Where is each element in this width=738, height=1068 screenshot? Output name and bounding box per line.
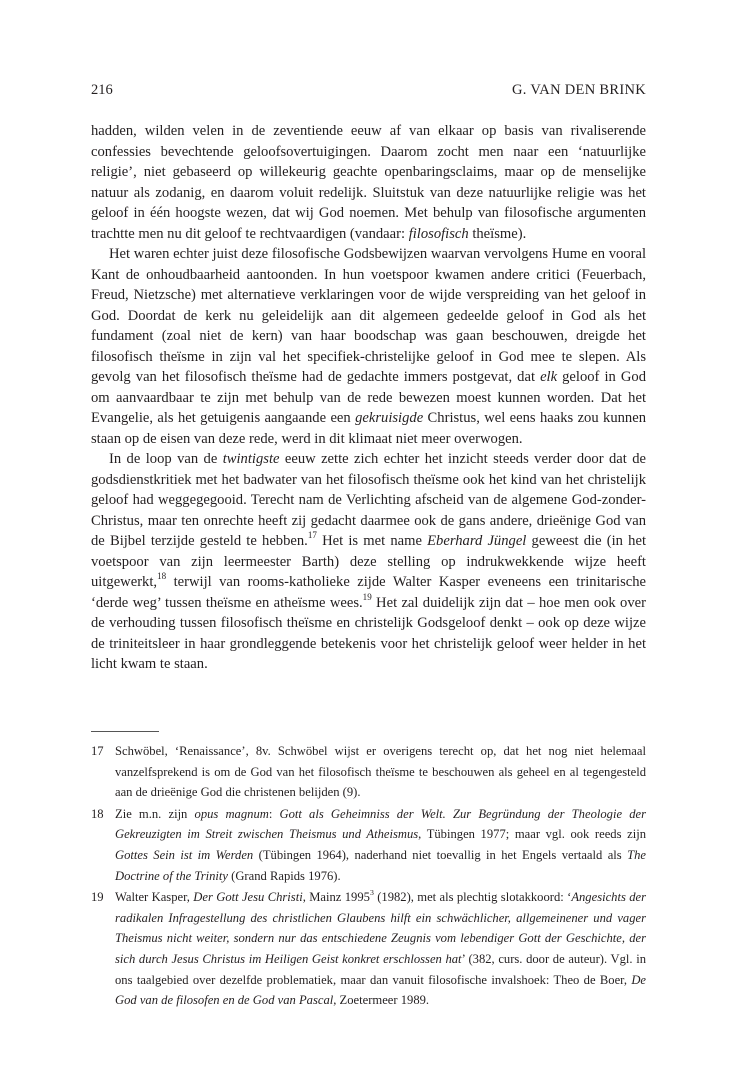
text-run: terwijl van rooms-katholieke zijde Walter Kasper eveneens een trinitarische ‘derde weg’ tussen theïsme en atheïsme wees. [91, 574, 646, 611]
italic-run: opus magnum [194, 806, 269, 821]
text-run: geloof in God om aanvaardbaar te zijn met behulp van de rede bewezen moest kunnen worden. Dat het Evangelie, als het getuigenis aangaande een [91, 369, 646, 426]
edition-superscript: 3 [369, 888, 374, 898]
text-run: (1982), met als plechtig slotakkoord: ‘ [373, 890, 572, 905]
main-text [91, 121, 646, 675]
footnote-ref-19[interactable]: 19 [362, 591, 372, 602]
italic-run: De God van de filosofen en de God van Pascal [115, 972, 646, 1008]
italic-run: The Doctrine of the Trinity [115, 847, 646, 883]
text-run: Het zal duidelijk zijn dat – hoe men ook over de verhouding tussen filosofisch theïsme en christelijk Godsgeloof denkt – ook op deze wijze de triniteitsleer in haar grondleggende betekenis voor het christelijk geloof weer helder in het licht kwam te staan. [91, 594, 646, 672]
footnote-separator [91, 731, 159, 732]
text-run: ’ (382, curs. door de auteur). Vgl. in ons taalgebied over dezelfde problematiek, maar dan vanuit filosofische invalshoek: Theo de Boer, [115, 951, 646, 987]
text-run: , Zoetermeer 1989. [333, 993, 430, 1008]
text-run: (Grand Rapids 1976). [228, 868, 341, 883]
text-run: Het is met name [316, 533, 428, 549]
running-head: G. VAN DEN BRINK [512, 82, 646, 98]
footnote-number: 18 [91, 806, 104, 821]
text-run: eeuw zette zich echter het inzicht steeds verder door dat de godsdienstkritiek met het badwater van het filosofisch theïsme ook het kind van het christelijk geloof had weggegegooid. Terecht nam de Verlichting afscheid van de algemene God-zonder-Christus, maar ten onrechte heeft zij gedacht daarmee ook de gans andere, drieënige God van de Bijbel terzijde gesteld te hebben. [91, 451, 646, 549]
page-number: 216 [91, 82, 113, 98]
text-run: theïsme). [468, 225, 527, 242]
italic-run: elk [540, 369, 558, 385]
italic-run: Angesichts der radikalen Infragestellung des christlichen Glaubens hilft ein schwächlicher, allgemeinener und vager Theismus nicht weiter, sondern nur das entschiedene Zeugnis vom lebendiger Gott der Geschichte, der sich durch Jesus Christus im Heiligen Geist konkret erschlossen hat [115, 890, 647, 966]
italic-run: Gott als Geheimniss der Welt. Zur Begründung der Theologie der Gekreuzigten im Streit zwischen Theismus und Atheismus [115, 806, 646, 842]
italic-run: Der Gott Jesu Christi [193, 890, 303, 905]
footnote-ref-18[interactable]: 18 [157, 571, 167, 582]
paragraph-1 [91, 121, 646, 244]
text-run: Zie m.n. zijn [115, 806, 195, 821]
text-run: Het waren echter juist deze filosofische Godsbewijzen waarvan vervolgens Hume en vooral Kant de onhoudbaarheid aantoonden. In hun voetspoor kwamen andere critici (Feuerbach, Freud, Nietzsche) met alternatieve verklaringen voor de wijde verspreiding van het geloof in God. Doordat de kerk nu geleidelijk aan dit algemeen gedeelde geloof in God als het fundament (zoal niet de kern) van haar boodschap was gaan beschouwen, dreigde het filosofisch theïsme in zijn val het specifiek-christelijke geloof in God mee te slepen. Als gevolg van het filosofisch theïsme had de gedachte immers postgevat, dat [91, 246, 646, 385]
italic-run: gekruisigde [355, 410, 424, 426]
text-run: : [268, 806, 280, 821]
text-run: , Tübingen 1977; maar vgl. ook reeds zijn [418, 827, 646, 842]
italic-run: Eberhard Jüngel [427, 533, 527, 549]
footnote-number: 19 [91, 890, 104, 905]
text-run: (Tübingen 1964), naderhand niet toevallig in het Engels vertaald als [253, 847, 628, 862]
text-run: , Mainz 1995 [302, 890, 370, 905]
footnotes [91, 741, 646, 1012]
footnote-ref-17[interactable]: 17 [307, 530, 317, 541]
text-run: geweest die (in het voetspoor van zijn leermeester Barth) deze stelling op indrukwekkende wijze heeft uitgewerkt, [91, 533, 646, 590]
page-header [91, 82, 646, 102]
footnote-19 [91, 887, 646, 1011]
footnote-number: 17 [91, 744, 104, 758]
text-run: Schwöbel, ‘Renaissance’, 8v. Schwöbel wijst er overigens terecht op, dat het nog niet helemaal vanzelfsprekend is om de God van het filosofisch theïsme te beschouwen als geheel en al tegengesteld aan de drieënige God die christenen belijden (9). [115, 744, 646, 800]
italic-run: twintigste [222, 451, 280, 467]
text-run: hadden, wilden velen in de zeventiende eeuw af van elkaar op basis van rivaliserende confessies bevechtende geloofsovertuigingen. Daarom zocht men naar een ‘natuurlijke religie’, niet gebaseerd op willekeurig geachte openbaringsclaims, maar op de menselijke natuur als zodanig, en daarom voluit redelijk. Sluitstuk van deze natuurlijke religie was het geloof in één hoogste wezen, dat wij God noemen. Met behulp van filosofische argumenten trachtte men nu dit geloof te rechtvaardigen (vandaar: [91, 123, 646, 242]
footnote-17 [91, 741, 646, 803]
footnote-18 [91, 804, 646, 886]
text-run: Walter Kasper, [115, 890, 194, 905]
text-run: In de loop van de [109, 451, 223, 467]
paragraph-3 [91, 449, 646, 675]
italic-run: filosofisch [408, 225, 469, 242]
paragraph-2 [91, 244, 646, 449]
italic-run: Gottes Sein ist im Werden [115, 847, 254, 862]
text-run: Christus, wel eens haaks zou kunnen staan op de eisen van deze rede, werd in dit klimaat niet meer overwogen. [91, 410, 646, 447]
